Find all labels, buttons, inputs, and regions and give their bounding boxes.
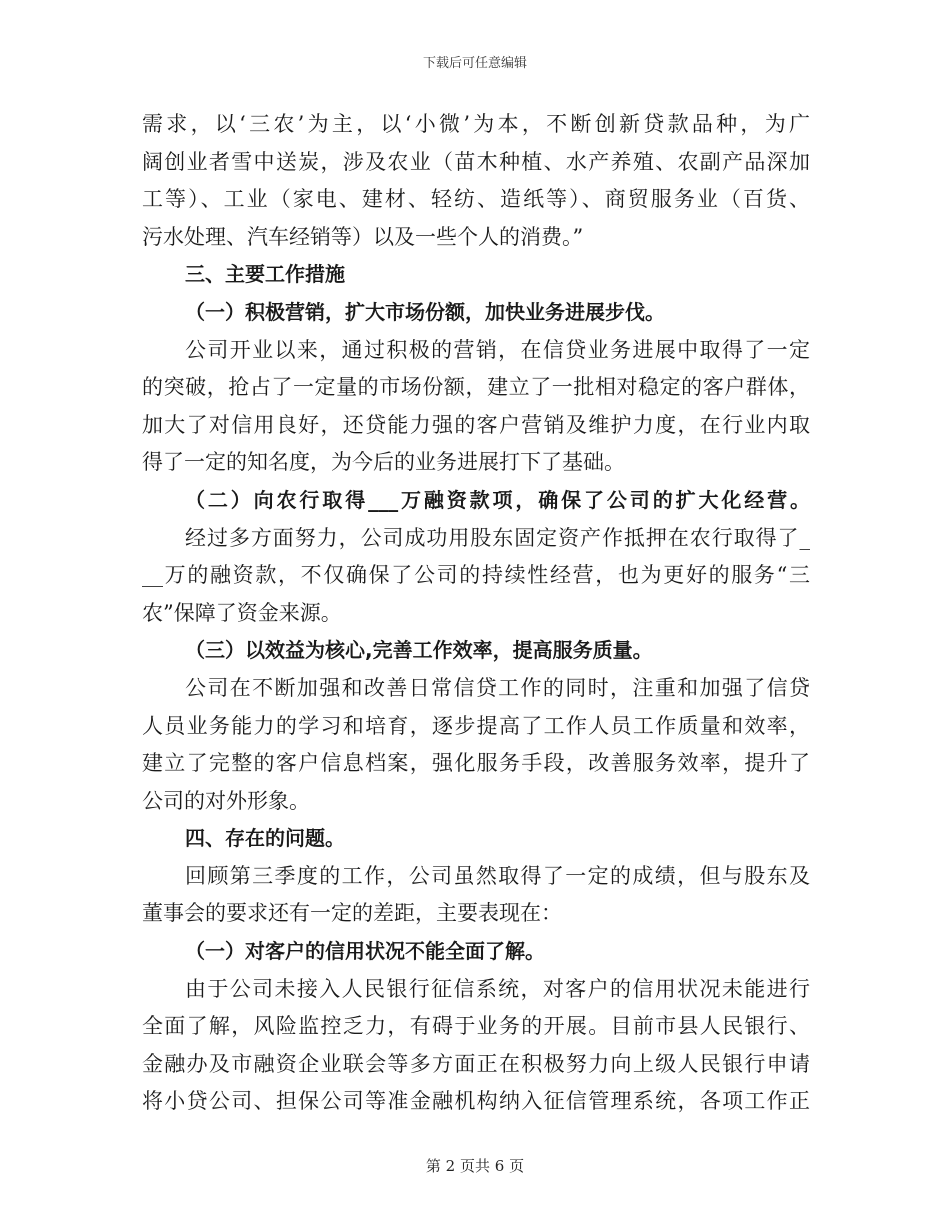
subsection-heading: （三）以效益为核心,完善工作效率，提高服务质量。 <box>185 638 653 663</box>
body-line: 加大了对信用良好，还贷能力强的客户营销及维护力度，在行业内取 <box>142 412 810 437</box>
body-line: 经过多方面努力，公司成功用股东固定资产作抵押在农行取得了_ <box>185 525 810 550</box>
body-line: 建立了完整的客户信息档案，强化服务手段，改善服务效率，提升了 <box>142 751 810 776</box>
page-header-note: 下载后可任意编辑 <box>422 56 527 71</box>
body-line: 回顾第三季度的工作，公司虽然取得了一定的成绩，但与股东及 <box>185 863 810 888</box>
body-line: 公司开业以来，通过积极的营销，在信贷业务进展中取得了一定 <box>185 337 810 362</box>
body-line: 需求，以‘三农’为主，以‘小微’为本，不断创新贷款品种，为广 <box>142 112 810 136</box>
page-number: 第 2 页共 6 页 <box>425 1157 525 1175</box>
body-line: 阔创业者雪中送炭，涉及农业（苗木种植、水产养殖、农副产品深加 <box>142 149 810 174</box>
body-line: 公司的对外形象。 <box>142 788 310 813</box>
document-body <box>142 106 810 1121</box>
body-line: 得了一定的知名度，为今后的业务进展打下了基础。 <box>142 450 625 475</box>
body-line: 污水处理、汽车经销等）以及一些个人的消费。” <box>142 224 584 249</box>
body-line: __万的融资款，不仅确保了公司的持续性经营，也为更好的服务“三 <box>142 563 810 588</box>
subsection-heading: （一）对客户的信用状况不能全面了解。 <box>185 939 545 964</box>
subsection-heading: （一）积极营销，扩大市场份额，加快业务进展步伐。 <box>185 299 665 324</box>
body-line: 的突破，抢占了一定量的市场份额，建立了一批相对稳定的客户群体， <box>142 375 810 400</box>
body-line: 农”保障了资金来源。 <box>142 600 342 625</box>
body-line: 工等）、工业（家电、建材、轻纺、造纸等）、商贸服务业（百货、 <box>142 187 810 212</box>
body-line: 董事会的要求还有一定的差距，主要表现在： <box>142 901 562 926</box>
body-line: 全面了解，风险监控乏力，有碍于业务的开展。目前市县人民银行、 <box>142 1014 810 1039</box>
body-line: 金融办及市融资企业联会等多方面正在积极努力向上级人民银行申请 <box>142 1051 810 1076</box>
body-line: 由于公司未接入人民银行征信系统，对客户的信用状况未能进行 <box>185 976 810 1001</box>
body-line: 将小贷公司、担保公司等准金融机构纳入征信管理系统，各项工作正 <box>142 1089 810 1114</box>
subsection-heading: （二）向农行取得___万融资款项，确保了公司的扩大化经营。 <box>185 487 810 512</box>
section-heading: 三、主要工作措施 <box>185 262 345 287</box>
body-line: 人员业务能力的学习和培育，逐步提高了工作人员工作质量和效率， <box>142 713 810 738</box>
body-line: 公司在不断加强和改善日常信贷工作的同时，注重和加强了信贷 <box>185 675 810 700</box>
section-heading: 四、存在的问题。 <box>185 826 345 851</box>
